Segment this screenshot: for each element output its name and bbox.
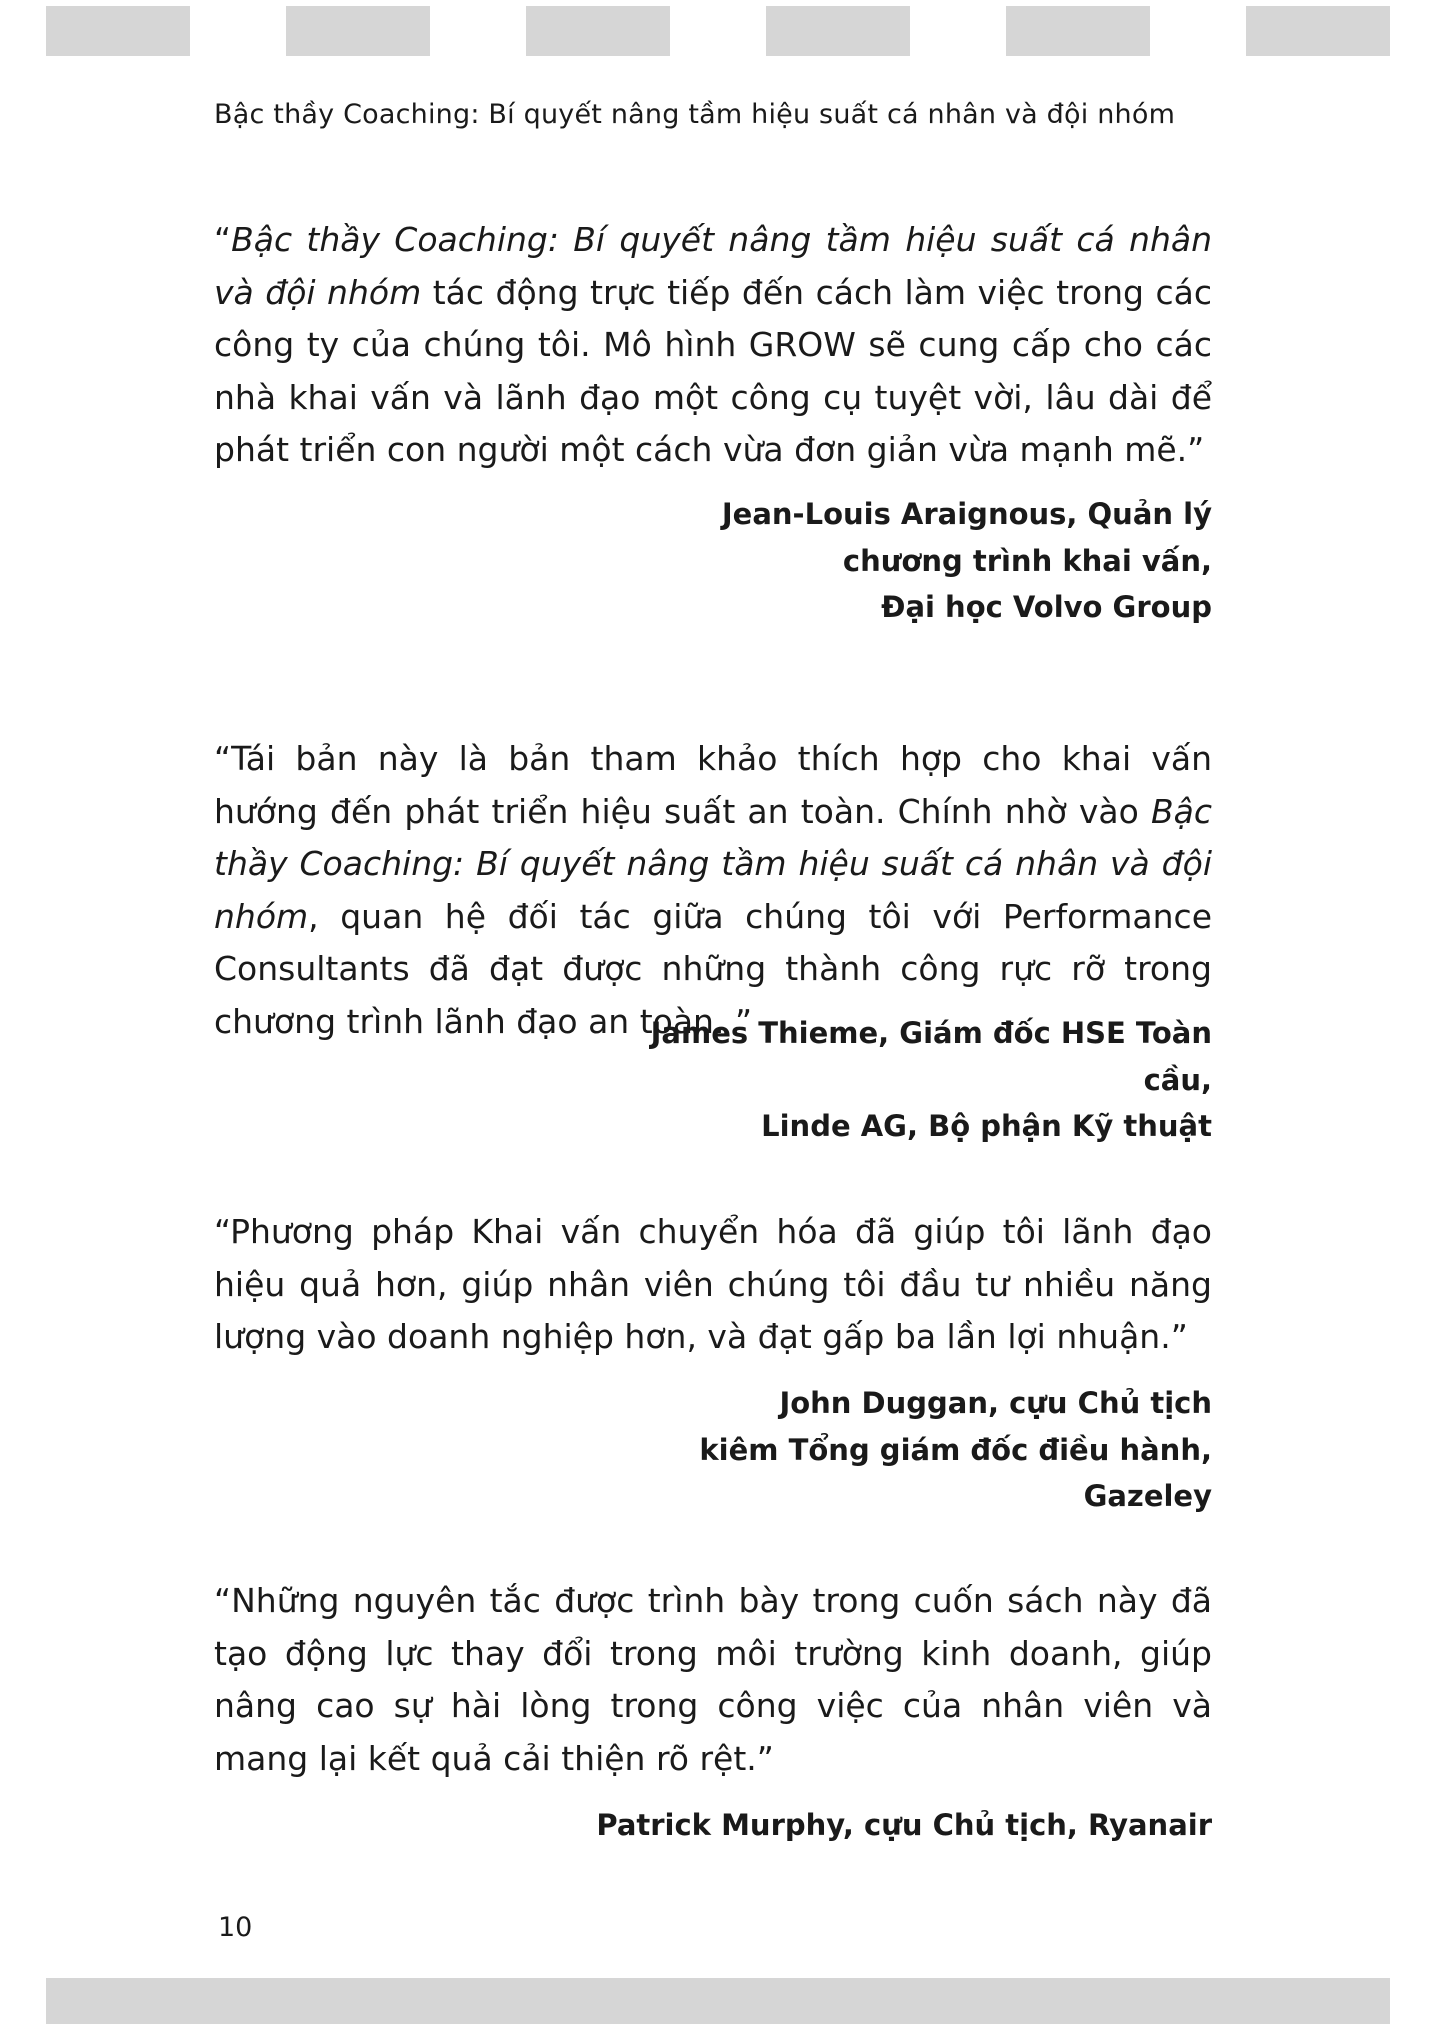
quote-open-mark: “	[214, 220, 232, 259]
attribution-line: Jean-Louis Araignous, Quản lý	[721, 497, 1212, 531]
attribution-line: Patrick Murphy, cựu Chủ tịch, Ryanair	[596, 1808, 1212, 1842]
testimonial-attribution-3	[592, 1380, 1212, 1520]
book-title: Bậc thầy Coaching: Bí quyết nâng tầm hiệu suất cá nhân và đội nhóm	[214, 791, 1212, 936]
attribution-line: Đại học Volvo Group	[881, 590, 1212, 624]
top-bar-block	[526, 6, 670, 56]
testimonial-quote-4: “Những nguyên tắc được trình bày trong cuốn sách này đã tạo động lực thay đổi trong môi trường kinh doanh, giúp nâng cao sự hài lòng trong công việc của nhân viên và mang lại kết quả cải thiện rõ rệt.”	[214, 1581, 1212, 1778]
running-header: Bậc thầy Coaching: Bí quyết nâng tầm hiệu suất cá nhân và đội nhóm	[214, 99, 1176, 130]
attribution-line: chương trình khai vấn,	[842, 543, 1212, 578]
attribution-line: James Thieme, Giám đốc HSE Toàn cầu,	[650, 1016, 1212, 1097]
page-number: 10	[218, 1912, 253, 1943]
top-bar-block	[286, 6, 430, 56]
book-title: Bậc thầy Coaching: Bí quyết nâng tầm hiệu suất cá nhân và đội nhóm	[214, 220, 1212, 312]
testimonial-attribution-2	[592, 1010, 1212, 1150]
quote-text: “Tái bản này là bản tham khảo thích hợp cho khai vấn hướng đến phát triển hiệu suất an toàn. Chính nhờ vào	[214, 739, 1212, 831]
top-bar-block	[1246, 6, 1390, 56]
testimonial-attribution-1	[592, 491, 1212, 631]
attribution-line: John Duggan, cựu Chủ tịch	[779, 1386, 1212, 1420]
attribution-line: kiêm Tổng giám đốc điều hành, Gazeley	[699, 1432, 1212, 1513]
top-bar-block	[766, 6, 910, 56]
attribution-line: Linde AG, Bộ phận Kỹ thuật	[761, 1109, 1212, 1143]
quote-text: , quan hệ đối tác giữa chúng tôi với Performance Consultants đã đạt được những thành công rực rỡ trong chương trình lãnh đạo an toàn. ”	[214, 896, 1212, 1041]
bottom-decorative-bar	[46, 1978, 1390, 2024]
testimonial-quote-3: “Phương pháp Khai vấn chuyển hóa đã giúp tôi lãnh đạo hiệu quả hơn, giúp nhân viên chúng tôi đầu tư nhiều năng lượng vào doanh nghiệp hơn, và đạt gấp ba lần lợi nhuận.”	[214, 1212, 1212, 1356]
testimonial-quote-2	[214, 733, 1212, 1048]
top-decorative-bar	[46, 6, 1390, 56]
top-bar-block	[1006, 6, 1150, 56]
testimonial-quote-1	[214, 214, 1212, 477]
top-bar-block	[46, 6, 190, 56]
testimonial-attribution-4	[592, 1802, 1212, 1849]
quote-text: tác động trực tiếp đến cách làm việc trong các công ty của chúng tôi. Mô hình GROW sẽ cung cấp cho các nhà khai vấn và lãnh đạo một công cụ tuyệt vời, lâu dài để phát triển con người một cách vừa đơn giản vừa mạnh mẽ.”	[214, 272, 1212, 469]
